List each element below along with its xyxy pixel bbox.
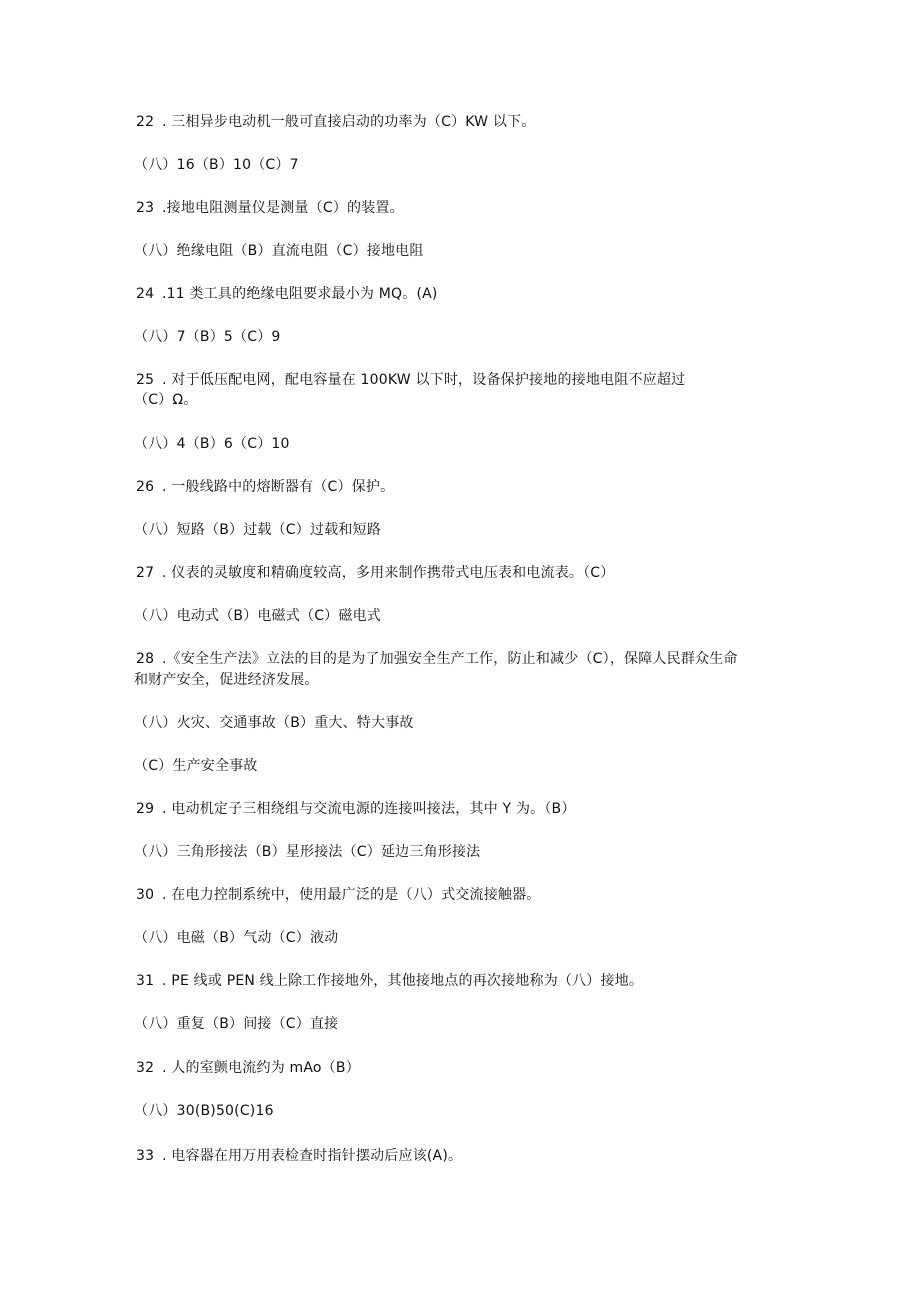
question-23 (136, 199, 404, 217)
question-number: 31 (136, 973, 155, 989)
question-text: . 电动机定子三相绕组与交流电源的连接叫接法，其中 Y 为。（B） (162, 801, 576, 817)
question-text: . 电容器在用万用表检查时指针摆动后应该(A)。 (162, 1148, 463, 1164)
question-number: 33 (136, 1148, 155, 1164)
question-text: .《安全生产法》立法的目的是为了加强安全生产工作，防止和减少（C），保障人民群众生命 (162, 651, 738, 667)
options-32: （八）30(B)50(C)16 (134, 1103, 274, 1119)
question-30 (136, 886, 541, 904)
question-text: . 人的室颤电流约为 mAo（B） (162, 1060, 360, 1076)
question-text: .11 类工具的绝缘电阻要求最小为 MQ。(A) (162, 286, 438, 302)
question-number: 22 (136, 114, 155, 130)
options-23: （八）绝缘电阻（B）直流电阻（C）接地电阻 (134, 243, 424, 259)
options-26: （八）短路（B）过载（C）过载和短路 (134, 522, 381, 538)
question-text: . 三相异步电动机一般可直接启动的功率为（C）KW 以下。 (162, 114, 536, 130)
question-text: .接地电阻测量仪是测量（C）的装置。 (162, 200, 404, 216)
question-24 (136, 285, 438, 303)
options-27: （八）电动式（B）电磁式（C）磁电式 (134, 608, 381, 624)
options-29: （八）三角形接法（B）星形接法（C）延边三角形接法 (134, 844, 481, 860)
question-26 (136, 478, 394, 496)
question-number: 30 (136, 887, 155, 903)
options-22: （八）16（B）10（C）7 (134, 157, 299, 173)
options-28-continued: （C）生产安全事故 (134, 758, 258, 774)
question-32 (136, 1059, 360, 1077)
question-text: . 对于低压配电网，配电容量在 100KW 以下时，设备保护接地的接地电阻不应超过 (162, 372, 686, 388)
question-number: 23 (136, 200, 155, 216)
question-number: 26 (136, 479, 155, 495)
question-29 (136, 800, 576, 818)
question-number: 24 (136, 286, 155, 302)
question-27 (136, 564, 614, 582)
question-text: . 在电力控制系统中，使用最广泛的是（八）式交流接触器。 (162, 887, 541, 903)
options-24: （八）7（B）5（C）9 (134, 329, 281, 345)
question-text: . 仪表的灵敏度和精确度较高，多用来制作携带式电压表和电流表。（C） (162, 565, 615, 581)
question-text: . PE 线或 PEN 线上除工作接地外，其他接地点的再次接地称为（八）接地。 (162, 973, 644, 989)
question-28 (136, 650, 738, 668)
question-25-continued: （C）Ω。 (134, 392, 198, 408)
question-number: 28 (136, 651, 155, 667)
question-number: 32 (136, 1060, 155, 1076)
options-30: （八）电磁（B）气动（C）液动 (134, 930, 339, 946)
question-number: 25 (136, 372, 155, 388)
question-31 (136, 972, 643, 990)
question-number: 29 (136, 801, 155, 817)
options-25: （八）4（B）6（C）10 (134, 436, 290, 452)
question-28-continued: 和财产安全，促进经济发展。 (134, 672, 319, 688)
question-22 (136, 113, 535, 131)
question-number: 27 (136, 565, 155, 581)
options-28: （八）火灾、交通事故（B）重大、特大事故 (134, 715, 414, 731)
question-25 (136, 371, 685, 389)
question-text: . 一般线路中的熔断器有（C）保护。 (162, 479, 395, 495)
question-33 (136, 1147, 462, 1165)
options-31: （八）重复（B）间接（C）直接 (134, 1016, 339, 1032)
